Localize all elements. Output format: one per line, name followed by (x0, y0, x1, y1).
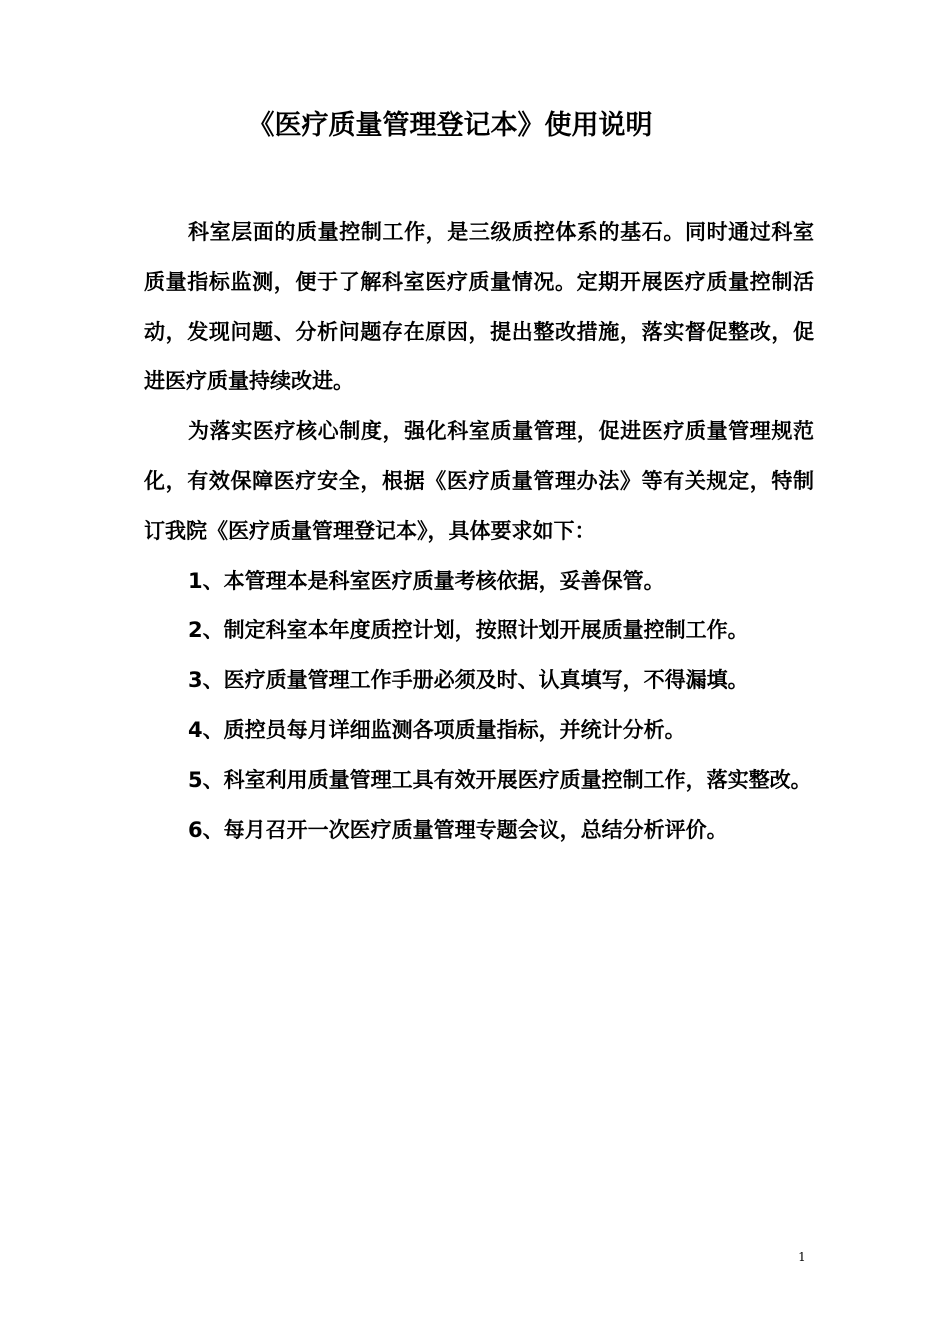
requirement-item: 6、每月召开一次医疗质量管理专题会议，总结分析评价。 (188, 817, 728, 842)
document-body (144, 208, 814, 855)
requirement-item: 1、本管理本是科室医疗质量考核依据，妥善保管。 (188, 568, 665, 593)
page-number: 1 (798, 1250, 806, 1264)
requirement-item: 3、医疗质量管理工作手册必须及时、认真填写，不得漏填。 (188, 668, 749, 693)
requirement-item: 5、科室利用质量管理工具有效开展医疗质量控制工作，落实整改。 (188, 767, 812, 792)
intro-paragraph: 科室层面的质量控制工作，是三级质控体系的基石。同时通过科室质量指标监测，便于了解科室医疗质量情况。定期开展医疗质量控制活动，发现问题、分析问题存在原因，提出整改措施，落实督促整改，促进医疗质量持续改进。 (144, 220, 814, 394)
requirement-item: 4、质控员每月详细监测各项质量指标，并统计分析。 (188, 717, 686, 742)
document-title: 《医疗质量管理登记本》使用说明 (247, 110, 653, 141)
requirement-item: 2、制定科室本年度质控计划，按照计划开展质量控制工作。 (188, 618, 749, 643)
purpose-paragraph: 为落实医疗核心制度，强化科室质量管理，促进医疗质量管理规范化，有效保障医疗安全，根据《医疗质量管理办法》等有关规定，特制订我院《医疗质量管理登记本》，具体要求如下： (144, 419, 814, 543)
